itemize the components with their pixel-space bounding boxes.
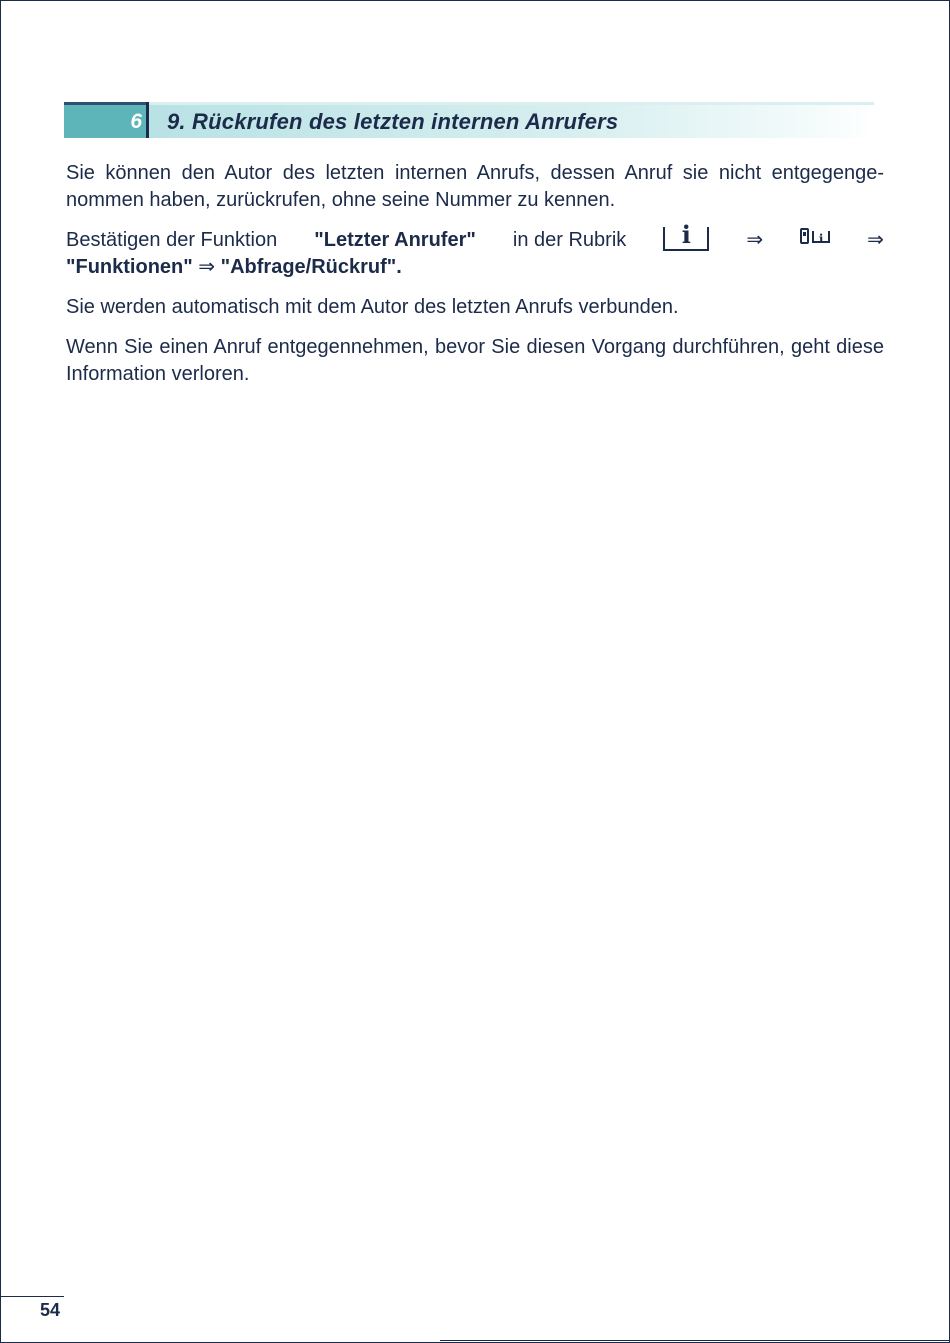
info-key-glyph: i [681, 219, 691, 249]
info-key-icon [663, 219, 709, 251]
mini-info-key-icon: i [812, 231, 830, 243]
paragraph-intro: Sie können den Autor des letzten internen Anrufs, dessen Anruf sie nicht entgegenge-nommen haben, zurückrufen, ohne seine Nummer zu kennen. [66, 162, 884, 211]
chapter-number [64, 102, 146, 138]
arrow-right-icon: ⇒ [746, 229, 764, 251]
instruction-prefix: Bestätigen der Funktion [66, 229, 278, 251]
paragraph-auto-connect: Sie werden automatisch mit dem Autor des letzten Anrufs verbunden. [66, 296, 679, 318]
phone-icon [800, 228, 809, 244]
menu-functions: "Funktionen" [66, 256, 193, 278]
menu-callback: "Abfrage/Rückruf". [220, 256, 402, 278]
section-title-band [149, 102, 874, 138]
instruction-line-1 [66, 219, 884, 254]
page-number: 54 [40, 1300, 61, 1320]
section-header [64, 102, 874, 138]
arrow-right-icon: ⇒ [867, 229, 884, 251]
instruction-line-2 [66, 254, 884, 281]
section-title: 9. Rückrufen des letzten internen Anrufers [167, 108, 619, 134]
arrow-right-icon: ⇒ [198, 256, 216, 278]
function-name: "Letzter Anrufer" [314, 229, 476, 251]
paragraph-note: Wenn Sie einen Anruf entgegennehmen, bevor Sie diesen Vorgang durchführen, geht diese Information verloren. [66, 336, 884, 385]
paragraph-instructions [66, 219, 884, 281]
footer-rule-bottom [440, 1340, 949, 1341]
main-content [66, 160, 884, 401]
footer-rule [0, 1296, 64, 1297]
phone-info-icon [800, 228, 830, 244]
instruction-mid: in der Rubrik [512, 229, 627, 251]
chapter-number-label: 6 [130, 109, 142, 133]
